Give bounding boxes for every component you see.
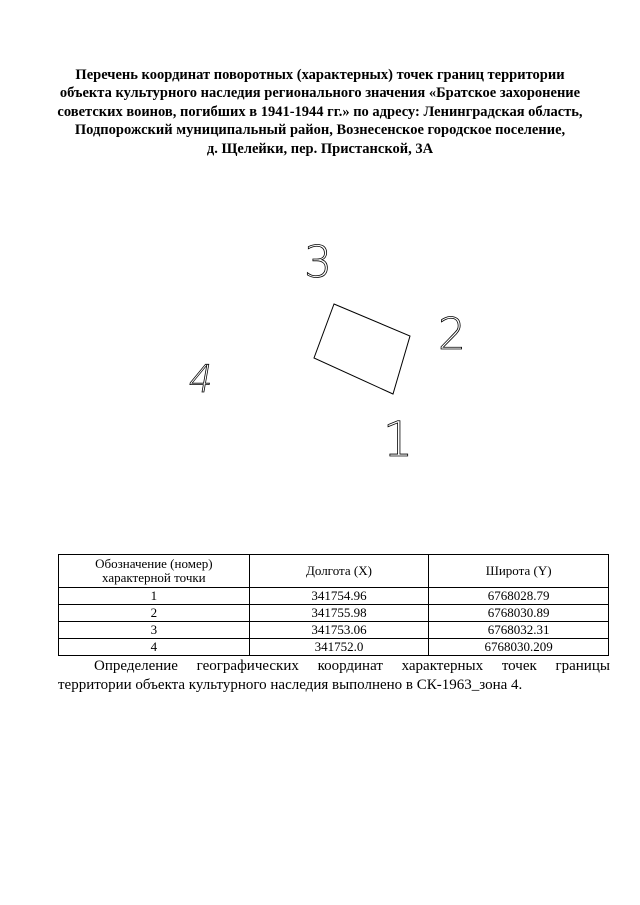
cell-x: 341752.0 (249, 639, 429, 656)
cell-y: 6768030.209 (429, 639, 609, 656)
title-line: д. Щелейки, пер. Пристанской, 3А (206, 140, 434, 157)
coordinate-system-note (58, 657, 610, 695)
cell-y: 6768028.79 (429, 588, 609, 605)
cell-x: 341753.06 (249, 622, 429, 639)
table-row (59, 622, 609, 639)
note-word: границы (555, 658, 610, 674)
boundary-polygon (314, 304, 410, 394)
coordinates-table (58, 554, 609, 656)
point-label-4: 4 (185, 357, 218, 402)
table-row (59, 605, 609, 622)
table-header-row (59, 555, 609, 588)
point-label-3: 3 (304, 237, 332, 288)
note-word: характерных (401, 658, 484, 674)
cell-x: 341755.98 (249, 605, 429, 622)
point-label-2: 2 (438, 309, 466, 360)
title-line: Перечень координат поворотных (характерных) точек границ территории (75, 67, 565, 83)
cell-y: 6768030.89 (429, 605, 609, 622)
point-label-1: 1 (382, 412, 414, 468)
header-longitude: Долгота (X) (249, 555, 429, 588)
note-line-1 (58, 657, 610, 676)
cell-x: 341754.96 (249, 588, 429, 605)
title-line: Подпорожский муниципальный район, Вознесенское городское поселение, (74, 122, 566, 139)
note-word: координат (317, 658, 383, 674)
header-latitude: Широта (Y) (429, 555, 609, 588)
cell-point: 4 (59, 639, 250, 656)
header-point-number: Обозначение (номер) характерной точки (59, 555, 250, 588)
note-word: Определение (94, 658, 178, 674)
cell-y: 6768032.31 (429, 622, 609, 639)
cell-point: 1 (59, 588, 250, 605)
title-line: советских воинов, погибших в 1941-1944 гг.» по адресу: Ленинградская область, (57, 103, 583, 120)
title-line: объекта культурного наследия регионального значения «Братское захоронение (59, 85, 581, 102)
note-word: точек (501, 658, 537, 674)
table-row (59, 639, 609, 656)
cell-point: 2 (59, 605, 250, 622)
table-row (59, 588, 609, 605)
note-word: географических (196, 658, 299, 674)
note-line-2: территории объекта культурного наследия выполнено в СК-1963_зона 4. (58, 677, 523, 693)
cell-point: 3 (59, 622, 250, 639)
